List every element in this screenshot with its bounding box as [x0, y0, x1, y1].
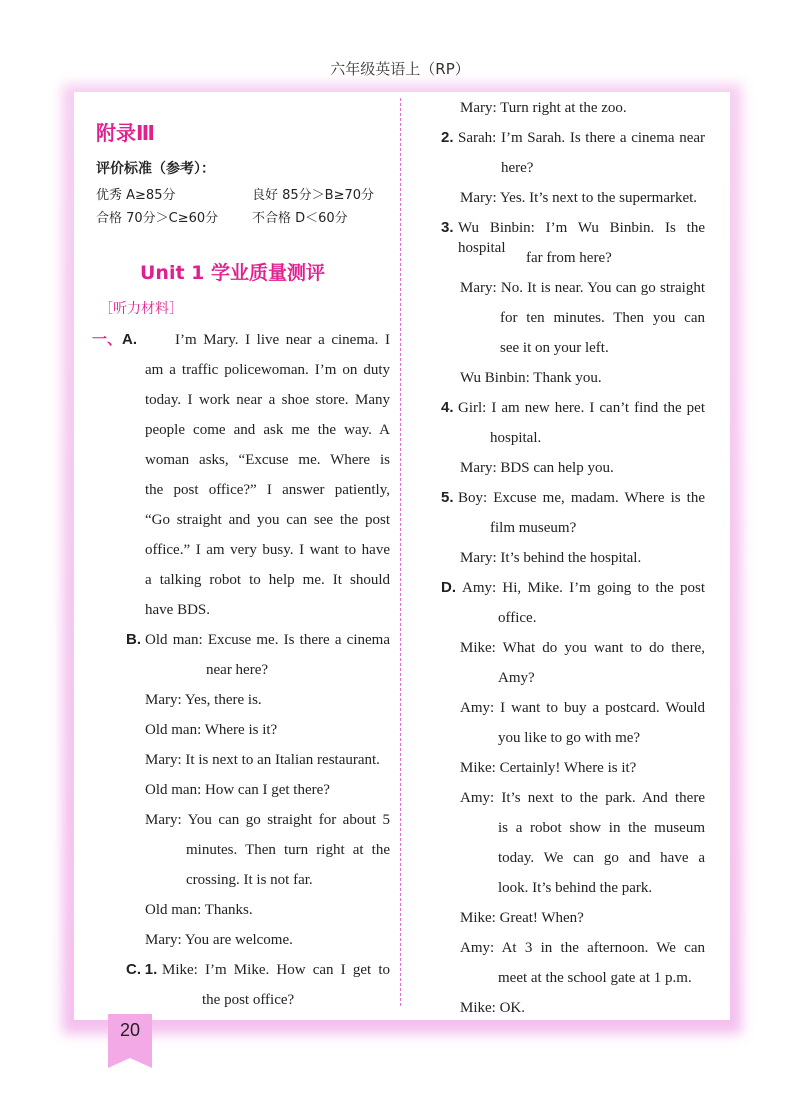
text-line: Mike: OK. — [460, 1000, 525, 1016]
page-header: 六年级英语上（RP） — [330, 60, 470, 78]
text-line: far from here? — [526, 250, 612, 266]
text-line: Wu Binbin: Thank you. — [460, 370, 602, 386]
text-line: office. — [498, 610, 537, 626]
column-divider — [400, 98, 401, 1006]
text-line: Mary: No. It is near. You can go straight — [460, 280, 705, 296]
item-number: 3. — [441, 219, 454, 236]
part-c-letter: C. — [126, 961, 141, 978]
text-line: Amy: It’s next to the park. And there — [460, 790, 705, 806]
text-line: Mike: Certainly! Where is it? — [460, 760, 637, 776]
text-line: Old man: Where is it? — [145, 722, 278, 738]
text-line: film museum? — [490, 520, 577, 536]
part-a-label: A. — [122, 331, 138, 348]
text-line: a talking robot to help me. It should — [145, 572, 390, 588]
text-line: you like to go with me? — [498, 730, 641, 746]
part-d-label: D. — [441, 579, 456, 596]
text-line: Old man: How can I get there? — [145, 782, 330, 798]
text-line: Mary: You are welcome. — [145, 932, 293, 948]
part-c-label — [126, 960, 157, 980]
text-line: hospital. — [490, 430, 542, 446]
text-line: Old man: Thanks. — [145, 902, 253, 918]
part-b-label: B. — [126, 631, 141, 648]
text-line: I’m Mary. I live near a cinema. I — [175, 332, 390, 348]
text-line: minutes. Then turn right at the — [186, 842, 390, 858]
text-line: near here? — [206, 662, 269, 678]
text-line: Mike: Great! When? — [460, 910, 584, 926]
text-line: here? — [501, 160, 534, 176]
section-number: 一、 — [92, 331, 123, 348]
item-number: 1. — [144, 961, 158, 978]
text-line: is a robot show in the museum — [498, 820, 705, 836]
text-line: Amy: I want to buy a postcard. Would — [460, 700, 705, 716]
text-line: Amy: Hi, Mike. I’m going to the post — [462, 580, 705, 596]
item-number: 5. — [441, 489, 454, 506]
text-line: meet at the school gate at 1 p.m. — [498, 970, 692, 986]
listening-materials-label: ［听力材料］ — [99, 301, 183, 317]
text-line: look. It’s behind the park. — [498, 880, 653, 896]
text-line: Mary: Turn right at the zoo. — [460, 100, 627, 116]
section-one-label — [92, 330, 137, 350]
text-line: people come and ask me the way. A — [145, 422, 390, 438]
text-line: Amy: At 3 in the afternoon. We can — [460, 940, 705, 956]
unit-title: Unit 1 学业质量测评 — [140, 262, 325, 284]
text-line: see it on your left. — [500, 340, 609, 356]
criteria-fail: 不合格 D＜60分 — [252, 211, 348, 226]
text-line: Sarah: I’m Sarah. Is there a cinema near — [458, 130, 705, 146]
page-number: 20 — [119, 1020, 141, 1040]
text-line: Amy? — [498, 670, 535, 686]
text-line: today. We can go and have a — [498, 850, 705, 866]
text-line: am a traffic policewoman. I’m on duty — [145, 362, 390, 378]
text-line: woman asks, “Excuse me. Where is — [145, 452, 390, 468]
text-line: Mary: Yes. It’s next to the supermarket. — [460, 190, 698, 206]
text-line: crossing. It is not far. — [186, 872, 313, 888]
text-line: “Go straight and you can see the post — [145, 512, 390, 528]
criteria-excellent: 优秀 A≥85分 — [96, 188, 176, 203]
text-line: have BDS. — [145, 602, 210, 618]
text-line: the post office? — [202, 992, 295, 1008]
text-line: Girl: I am new here. I can’t find the pet — [458, 400, 705, 416]
text-line: Mary: It’s behind the hospital. — [460, 550, 642, 566]
text-line: for ten minutes. Then you can — [500, 310, 705, 326]
text-line: Mary: BDS can help you. — [460, 460, 614, 476]
appendix-title: 附录Ⅲ — [96, 121, 155, 145]
text-line: the post office?” I answer patiently, — [145, 482, 390, 498]
text-line: Mary: It is next to an Italian restaurant. — [145, 752, 380, 768]
criteria-pass: 合格 70分＞C≥60分 — [96, 211, 219, 226]
text-line: Mary: Yes, there is. — [145, 692, 262, 708]
text-line: Mike: I’m Mike. How can I get to — [162, 962, 390, 978]
item-number: 4. — [441, 399, 454, 416]
criteria-title: 评价标准（参考）： — [96, 161, 215, 177]
text-line: office.” I am very busy. I want to have — [145, 542, 390, 558]
text-line: Wu Binbin: I’m Wu Binbin. Is the hospital — [458, 220, 705, 256]
text-line: Old man: Excuse me. Is there a cinema — [145, 632, 390, 648]
text-line: Mike: What do you want to do there, — [460, 640, 705, 656]
item-number: 2. — [441, 129, 454, 146]
text-line: Mary: You can go straight for about 5 — [145, 812, 390, 828]
text-line: Boy: Excuse me, madam. Where is the — [458, 490, 705, 506]
text-line: today. I work near a shoe store. Many — [145, 392, 390, 408]
criteria-good: 良好 85分＞B≥70分 — [252, 188, 375, 203]
